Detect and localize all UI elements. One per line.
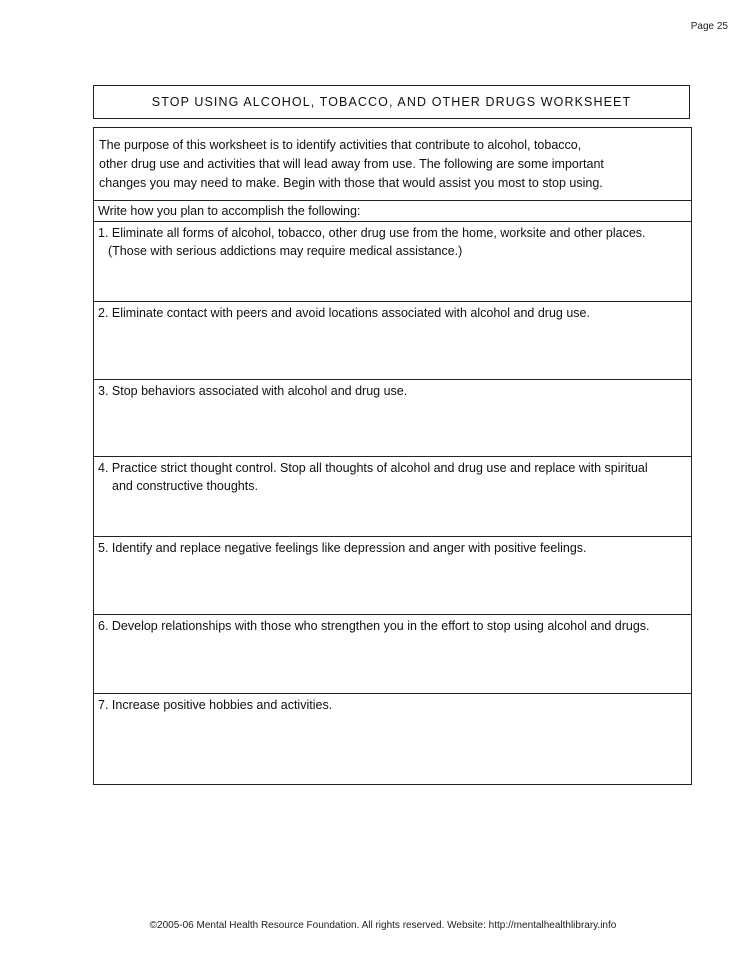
item-text: 2. Eliminate contact with peers and avoid locations associated with alcohol and drug use.: [98, 306, 590, 320]
item-text: 1. Eliminate all forms of alcohol, tobacco, other drug use from the home, worksite and other places.: [98, 226, 646, 240]
worksheet-item-3[interactable]: [94, 379, 691, 456]
page-number: Page 25: [690, 21, 728, 32]
worksheet-item-7[interactable]: [94, 693, 691, 784]
intro-section: [94, 128, 691, 201]
intro-line: changes you may need to make. Begin with those that would assist you most to stop using.: [99, 176, 603, 190]
item-text-continued: (Those with serious addictions may require medical assistance.): [108, 244, 463, 258]
intro-line: The purpose of this worksheet is to identify activities that contribute to alcohol, tobacco,: [99, 138, 582, 152]
worksheet-item-1[interactable]: [94, 221, 691, 301]
worksheet-table: [93, 127, 692, 785]
copyright-footer: ©2005-06 Mental Health Resource Foundation. All rights reserved. Website: http://mentalhealthlibrary.info: [149, 920, 617, 931]
worksheet-item-4[interactable]: [94, 456, 691, 536]
worksheet-title: STOP USING ALCOHOL, TOBACCO, AND OTHER DRUGS WORKSHEET: [93, 85, 690, 119]
instruction-text: Write how you plan to accomplish the following:: [98, 204, 361, 218]
item-text: 4. Practice strict thought control. Stop all thoughts of alcohol and drug use and replace with spiritual: [98, 461, 648, 475]
worksheet-item-5[interactable]: [94, 536, 691, 614]
intro-line: other drug use and activities that will lead away from use. The following are some important: [99, 157, 604, 171]
item-text: 3. Stop behaviors associated with alcohol and drug use.: [98, 384, 408, 398]
item-text: 5. Identify and replace negative feelings like depression and anger with positive feelings.: [98, 541, 587, 555]
worksheet-item-2[interactable]: [94, 301, 691, 379]
worksheet-item-6[interactable]: [94, 614, 691, 693]
item-text: 7. Increase positive hobbies and activities.: [98, 698, 333, 712]
item-text: 6. Develop relationships with those who strengthen you in the effort to stop using alcohol and drugs.: [98, 619, 650, 633]
item-text-continued: and constructive thoughts.: [112, 479, 258, 493]
